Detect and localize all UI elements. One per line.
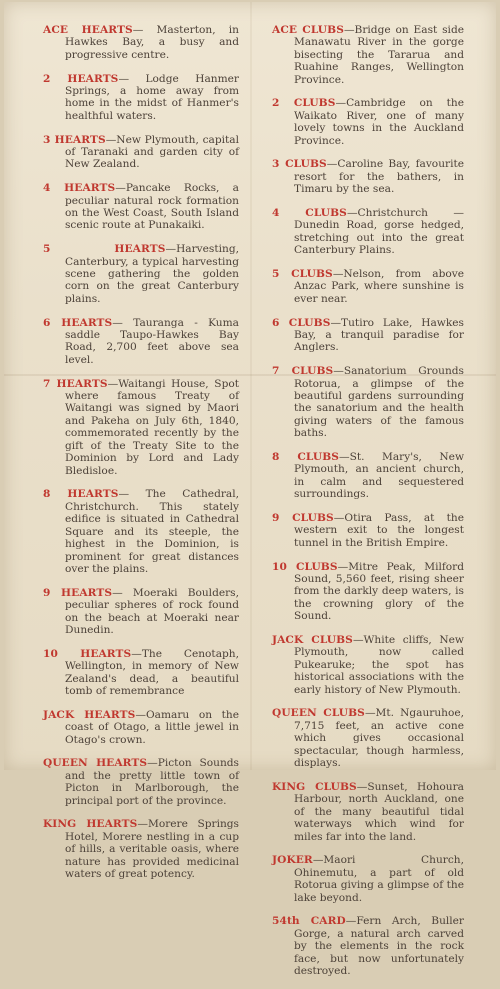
entry-king-hearts [43,818,239,880]
entry-5-clubs [272,268,464,305]
card-name: ACE CLUBS [272,24,344,36]
card-description: —Oamaru on the coast of Otago, a little jewel in Otago's crown. [65,708,239,746]
entry-6-hearts [43,317,239,367]
card-description: —Bridge on East side Manawatu River in the gorge bisecting the Tararua and Ruahine Ranges, Wellington Province. [294,24,464,86]
entry-4-clubs [272,207,464,257]
card-description: —White cliffs, New Plymouth, now called Pukearuke; the spot has historical associations with the early history of New Plymouth. [294,634,464,696]
card-description: —Morere Springs Hotel, Morere nestling in a cup of hills, a veritable oasis, where nature has provided medicinal waters of great potency. [65,818,239,881]
card-description: — Lodge Hanmer Springs, a home away from home in the midst of Hanmer's healthful waters. [65,72,239,122]
entry-ace-hearts [43,24,239,61]
card-description: —Cambridge on the Waikato River, one of many lovely towns in the Auckland Province. [294,97,464,147]
entry-3-clubs [272,158,464,195]
card-name: 6 HEARTS [43,316,113,329]
card-description: —Fern Arch, Buller Gorge, a natural arch carved by the elements in the rock face, but now unfortunately destroyed. [294,915,464,978]
entry-54th-card [272,915,464,977]
card-name: 10 HEARTS [43,647,132,660]
card-name: 6 CLUBS [272,316,331,329]
card-description: —New Plymouth, capital of Taranaki and garden city of New Zealand. [65,133,239,171]
entry-king-clubs [272,781,464,843]
card-description: —Picton Sounds and the pretty little town of Picton in Marlborough, the principal port of the province. [65,757,239,807]
card-name: 8 HEARTS [43,488,119,501]
entry-8-hearts [43,488,239,575]
card-name: KING CLUBS [272,780,357,793]
card-description: —St. Mary's, New Plymouth, an ancient church, in calm and sequestered surroundings. [294,451,465,501]
entry-ace-clubs [272,24,464,86]
entry-10-clubs [272,561,464,623]
card-description: —Sanatorium Grounds Rotorua, a glimpse of the beautiful gardens surrounding the sanatorium and the health giving waters of the famous baths. [294,365,464,440]
card-description: —Caroline Bay, favourite resort for the bathers, in Timaru by the sea. [294,158,464,196]
hearts-column [43,24,239,892]
card-name: JACK HEARTS [43,708,136,721]
card-name: 9 CLUBS [272,512,334,524]
card-description: —Maori Church, Ohinemutu, a part of old Rotorua giving a glimpse of the lake beyond. [294,854,464,904]
card-name: JOKER [272,854,313,867]
card-name: QUEEN HEARTS [43,757,148,770]
card-name: 9 HEARTS [43,586,113,599]
card-description: —Harvesting, Canterbury, a typical harvesting scene gathering the golden corn on the great Canterbury plains. [65,243,239,305]
card-description: —Nelson, from above Anzac Park, where sunshine is ever near. [294,268,465,305]
card-name: 7 CLUBS [272,365,334,378]
card-name: 2 HEARTS [43,72,119,85]
entry-queen-clubs [272,707,464,769]
card-description: — Masterton, in Hawkes Bay, a busy and progressive centre. [65,24,239,61]
clubs-column [272,24,464,989]
card-name: 7 HEARTS [43,377,108,390]
card-name: 5 CLUBS [272,268,333,280]
card-description: —Tutiro Lake, Hawkes Bay, a tranquil paradise for Anglers. [294,316,464,354]
entry-2-clubs [272,97,464,147]
entry-queen-hearts [43,757,239,807]
card-description: —Otira Pass, at the western exit to the longest tunnel in the British Empire. [294,512,464,549]
card-name: 2 CLUBS [272,97,336,110]
card-name: 4 HEARTS [43,182,116,195]
entry-jack-hearts [43,709,239,746]
entry-10-hearts [43,648,239,698]
card-description: —Sunset, Hohoura Harbour, north Auckland, one of the many beautiful tidal waterways which wind for miles far into the land. [294,780,464,843]
entry-5-hearts [43,243,239,305]
card-name: QUEEN CLUBS [272,707,365,720]
card-description: — Moeraki Boulders, peculiar spheres of rock found on the beach at Moeraki near Dunedin. [65,586,239,637]
entry-joker [272,854,464,904]
card-description: —Mt. Ngauruhoe, 7,715 feet, an active cone which gives occasional spectacular, though harmless, displays. [294,707,464,770]
entry-3-hearts [43,134,239,171]
entry-2-hearts [43,73,239,123]
card-name: ACE HEARTS [43,24,133,36]
entry-7-clubs [272,365,464,440]
card-description: — Tauranga - Kuma saddle Taupo-Hawkes Bay Road, 2,700 feet above sea level. [65,316,239,366]
entry-8-clubs [272,451,464,501]
center-crease [250,2,252,770]
card-description: —Pancake Rocks, a peculiar natural rock formation on the West Coast, South Island scenic route at Punakaiki. [65,182,239,232]
card-name: 5 HEARTS [43,243,166,256]
entry-4-hearts [43,182,239,232]
card-name: 54th CARD [272,915,346,928]
card-description: — The Cathedral, Christchurch. This stately edifice is situated in Cathedral Square and its steeple, the highest in the Dominion, is prominent for great distances over the plains. [65,488,239,576]
entry-6-clubs [272,317,464,354]
card-name: 8 CLUBS [272,451,340,463]
card-description: —The Cenotaph, Wellington, in memory of New Zealand's dead, a beautiful tomb of remembrance [65,647,239,698]
card-name: 3 CLUBS [272,158,327,171]
card-description: —Waitangi House, Spot where famous Treaty of Waitangi was signed by Maori and Pakeha on July 6th, 1840, commemorated recently by the gift of the Treaty Site to the Dominion by Lord and Lady Bledisloe. [65,377,239,477]
card-name: KING HEARTS [43,818,138,831]
card-description: —Christchurch — Dunedin Road, gorse hedged, stretching out into the great Canterbury Plains. [294,207,464,257]
card-name: JACK CLUBS [272,634,353,646]
card-name: 10 CLUBS [272,560,338,573]
entry-7-hearts [43,378,239,478]
card-name: 3 HEARTS [43,133,106,146]
card-description: —Mitre Peak, Milford Sound, 5,560 feet, rising sheer from the darkly deep waters, is the crowning glory of the Sound. [294,560,465,623]
document-sheet [4,2,496,978]
entry-9-clubs [272,512,464,549]
entry-jack-clubs [272,634,464,696]
entry-9-hearts [43,587,239,637]
card-name: 4 CLUBS [272,207,347,219]
